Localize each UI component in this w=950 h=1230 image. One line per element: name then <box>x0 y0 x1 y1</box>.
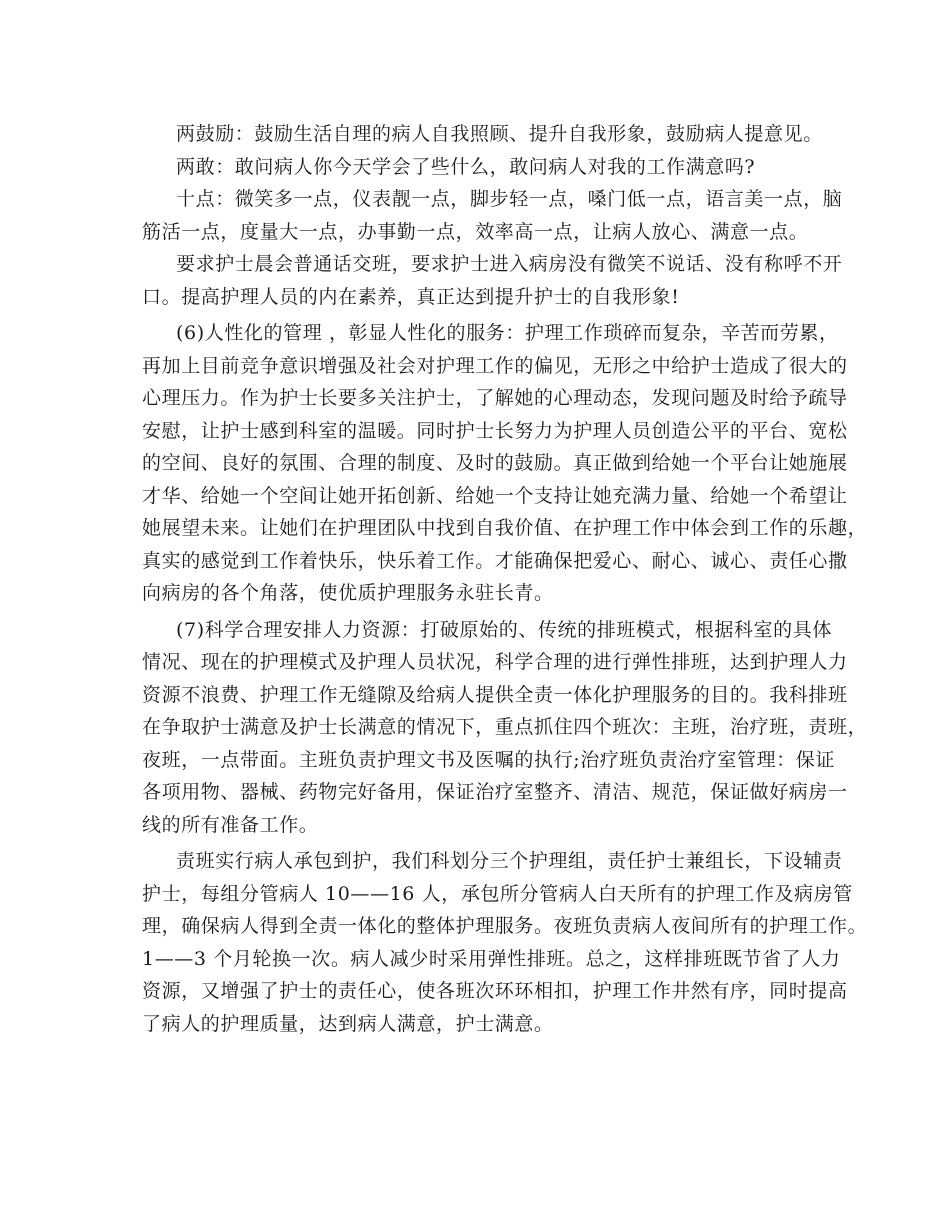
text-line: 护士，每组分管病人 10——16 人，承包所分管病人白天所有的护理工作及病房管 <box>142 882 853 905</box>
text-line: 在争取护士满意及护士长满意的情况下，重点抓住四个班次：主班，治疗班，责班， <box>142 716 868 738</box>
text-line: 两敢：敢问病人你今天学会了些什么，敢问病人对我的工作满意吗? <box>176 155 756 178</box>
text-line: 的空间、良好的氛围、合理的制度、及时的鼓励。真正做到给她一个平台让她施展 <box>142 452 848 474</box>
text-line: 口。提高护理人员的内在素养，真正达到提升护士的自我形象! <box>142 285 680 308</box>
text-line: 安慰，让护士感到科室的温暖。同时护士长努力为护理人员创造公平的平台、宽松 <box>142 419 848 442</box>
document-body <box>142 118 868 1040</box>
text-line: (6)人性化的管理 ，彰显人性化的服务：护理工作琐碎而复杂，辛苦而劳累， <box>176 322 839 344</box>
text-line: 情况、现在的护理模式及护理人员状况，科学合理的进行弹性排班，达到护理人力 <box>142 651 848 673</box>
text-line: 1——3 个月轮换一次。病人减少时采用弹性排班。总之，这样排班既节省了人力 <box>142 947 841 970</box>
paragraph-ten-points <box>142 183 843 248</box>
text-line: 责班实行病人承包到护，我们科划分三个护理组，责任护士兼组长，下设辅责 <box>176 850 843 872</box>
text-line: 真实的感觉到工作着快乐，快乐着工作。才能确保把爱心、耐心、诚心、责任心撒 <box>142 549 848 572</box>
text-line: 夜班，一点带面。主班负责护理文书及医嘱的执行;治疗班负责治疗室管理：保证 <box>142 748 836 771</box>
text-line: 才华、给她一个空间让她开拓创新、给她一个支持让她充满力量、给她一个希望让 <box>142 484 848 507</box>
text-line: 两鼓励：鼓励生活自理的病人自我照顾、提升自我形象，鼓励病人提意见。 <box>176 123 823 145</box>
paragraph-human-resources <box>142 614 868 842</box>
text-line: 资源不浪费、护理工作无缝隙及给病人提供全责一体化护理服务的目的。我科排班 <box>142 683 848 706</box>
text-line: 资源，又增强了护士的责任心，使各班次环环相扣，护理工作井然有序，同时提高 <box>142 980 848 1002</box>
text-line: 了病人的护理质量，达到病人满意，护士满意。 <box>142 1012 554 1035</box>
text-line: 她展望未来。让她们在护理团队中找到自我价值、在护理工作中体会到工作的乐趣， <box>142 517 868 539</box>
paragraph-humanized-management <box>142 317 868 610</box>
paragraph-two-dares <box>142 151 822 184</box>
text-line: 心理压力。作为护士长要多关注护士，了解她的心理动态，发现问题及时给予疏导 <box>142 387 848 409</box>
text-line: 向病房的各个角落，使优质护理服务永驻长青。 <box>142 582 554 604</box>
text-line: 理，确保病人得到全责一体化的整体护理服务。夜班负责病人夜间所有的护理工作。 <box>142 915 868 937</box>
text-line: 再加上目前竞争意识增强及社会对护理工作的偏见，无形之中给护士造成了很大的 <box>142 354 848 377</box>
text-line: 各项用物、器械、药物完好备用，保证治疗室整齐、清洁、规范，保证做好病房一 <box>142 781 848 803</box>
paragraph-responsibility-shift <box>142 845 868 1040</box>
text-line: 要求护士晨会普通话交班，要求护士进入病房没有微笑不说话、没有称呼不开 <box>176 253 843 275</box>
text-line: 筋活一点，度量大一点，办事勤一点，效率高一点，让病人放心、满意一点。 <box>142 220 809 243</box>
text-line: 十点：微笑多一点，仪表靓一点，脚步轻一点，嗓门低一点，语言美一点，脑 <box>176 188 843 210</box>
text-line: 线的所有准备工作。 <box>142 813 319 836</box>
paragraph-two-encouragements <box>142 118 822 151</box>
text-line: (7)科学合理安排人力资源：打破原始的、传统的排班模式，根据科室的具体 <box>176 618 832 641</box>
paragraph-morning-meeting <box>142 248 843 313</box>
